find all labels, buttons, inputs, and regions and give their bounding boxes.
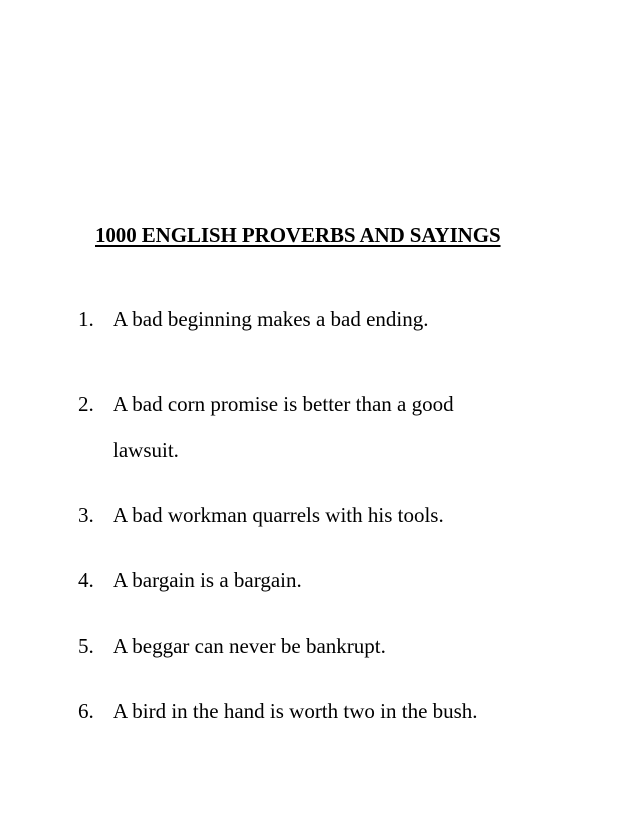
- document-title: 1000 ENGLISH PROVERBS AND SAYINGS: [95, 223, 501, 247]
- proverb-continuation: lawsuit.: [113, 438, 179, 462]
- proverb-text: A bargain is a bargain.: [113, 568, 302, 592]
- proverb-text: A bird in the hand is worth two in the bush.: [113, 699, 478, 723]
- proverb-number: 6.: [78, 699, 94, 723]
- proverb-number: 1.: [78, 307, 94, 331]
- proverb-item-6: [78, 699, 478, 723]
- proverb-number: 2.: [78, 392, 94, 416]
- proverb-item-5: [78, 634, 386, 658]
- proverb-item-3: [78, 503, 444, 527]
- proverb-number: 5.: [78, 634, 94, 658]
- proverb-item-2: [78, 392, 454, 416]
- proverb-item-4: [78, 568, 302, 592]
- proverb-text: A bad corn promise is better than a good: [113, 392, 454, 416]
- proverb-number: 3.: [78, 503, 94, 527]
- proverb-text: A bad beginning makes a bad ending.: [113, 307, 429, 331]
- proverb-item-1: [78, 307, 429, 331]
- proverb-text: A beggar can never be bankrupt.: [113, 634, 386, 658]
- proverb-text: A bad workman quarrels with his tools.: [113, 503, 444, 527]
- proverb-number: 4.: [78, 568, 94, 592]
